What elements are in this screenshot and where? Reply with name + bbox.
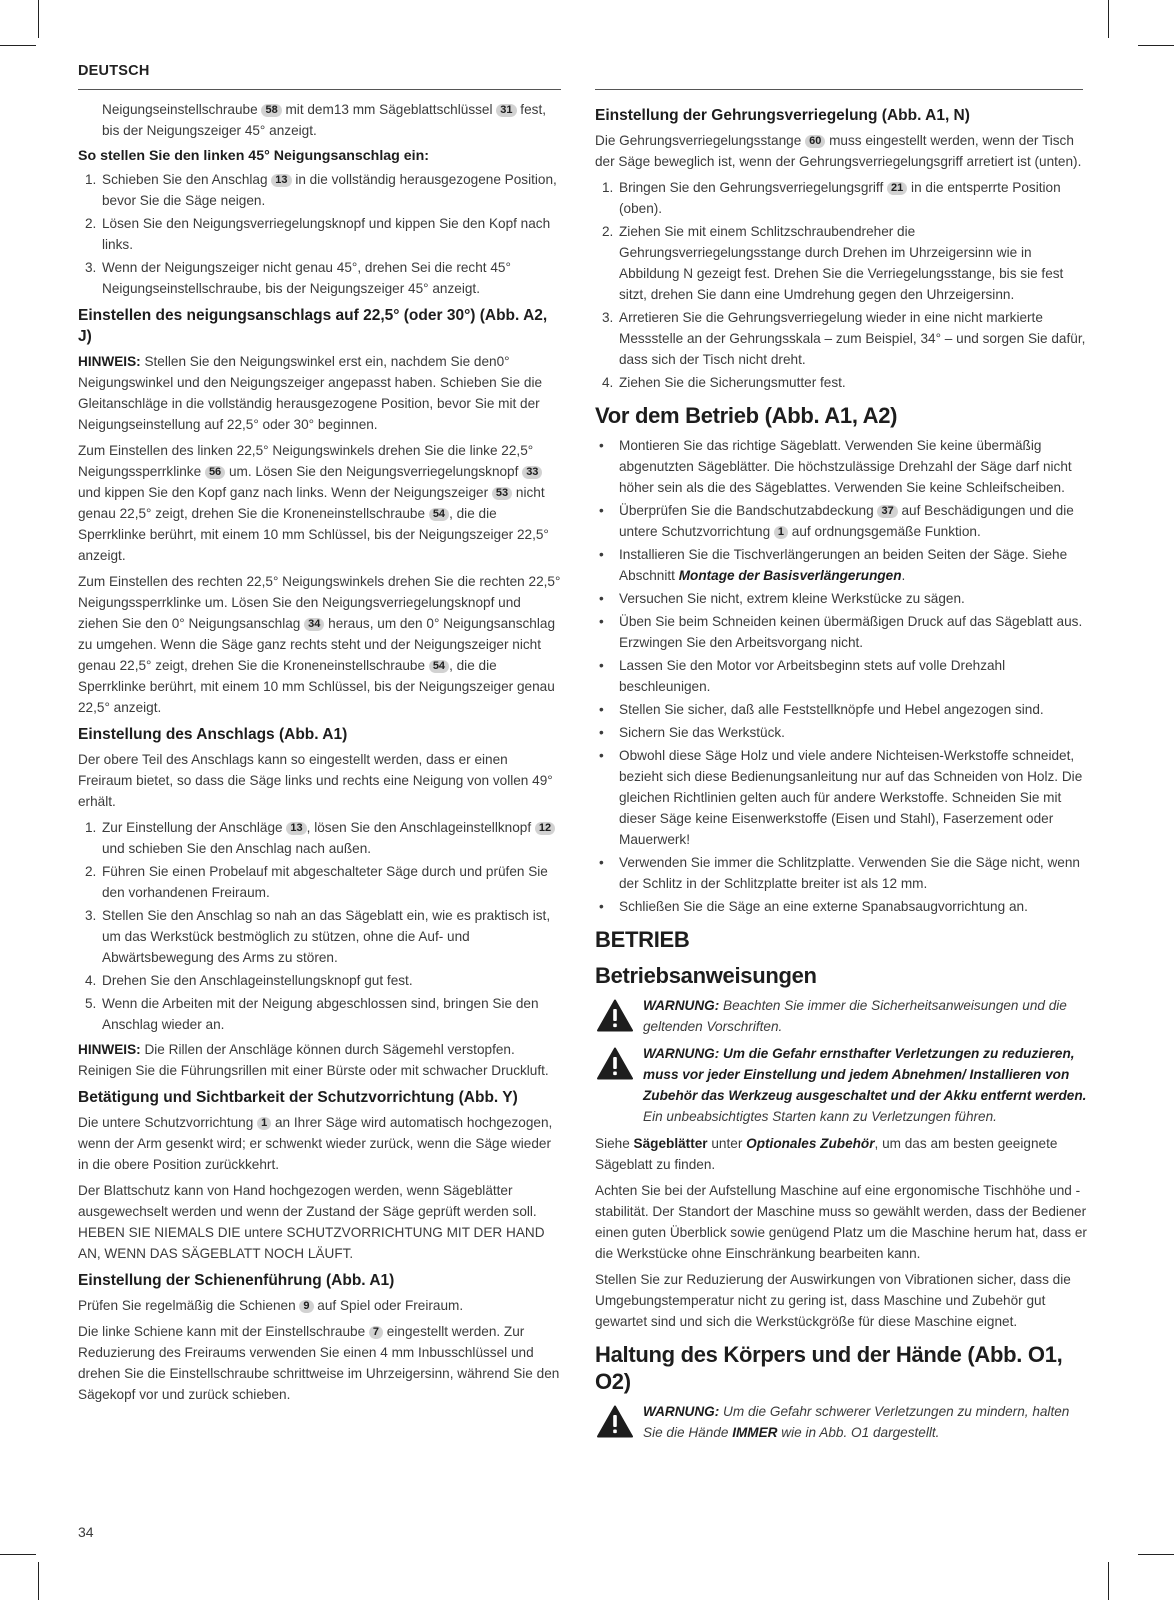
paragraph — [78, 571, 564, 718]
text-run: Üben Sie beim Schneiden keinen übermäßigen Druck auf das Sägeblatt aus. Erzwingen Sie den Arbeitsvorgang nicht. — [619, 614, 1083, 650]
italic-text: Ein unbeabsichtigtes Starten kann zu Verletzungen führen. — [643, 1109, 997, 1124]
bold-italic-text: WARNUNG: — [643, 1404, 720, 1419]
text-run: , um das am besten geeignete Sägeblatt zu finden. — [595, 1136, 1058, 1172]
list-item — [595, 611, 1087, 653]
part-number-badge: 13 — [286, 822, 306, 835]
part-number-badge: 54 — [429, 660, 449, 673]
text-run: Bringen Sie den Gehrungsverriegelungsgriff — [619, 180, 888, 195]
crop-mark — [38, 0, 39, 38]
section-title: Haltung des Körpers und der Hände (Abb. O1, O2) — [595, 1342, 1063, 1394]
text-run: nicht genau 22,5° zeigt, drehen Sie die Kroneneinstellschraube — [78, 485, 545, 521]
paragraph — [78, 749, 564, 812]
text-run: Die Rillen der Anschläge können durch Sägemehl verstopfen. Reinigen Sie die Führungsrillen mit einer Bürste oder mit schwacher Druckluft. — [78, 1042, 549, 1078]
text-run: Arretieren Sie die Gehrungsverriegelung wieder in eine nicht markierte Messstelle an der Gehrungsskala – zum Beispiel, 34° – und sorgen Sie dafür, dass sich der Tisch nicht dreht. — [619, 310, 1086, 367]
text-run: Zum Einstellen des linken 22,5° Neigungswinkels drehen Sie die linke 22,5° Neigungssperrklinke — [78, 443, 534, 479]
paragraph — [78, 99, 564, 141]
paragraph — [78, 1321, 564, 1405]
text-run: Verwenden Sie immer die Schlitzplatte. Verwenden Sie die Säge nicht, wenn der Schlitz in der Schlitzplatte breiter ist als 12 mm. — [619, 855, 1080, 891]
list-item — [78, 169, 564, 211]
text-run: Versuchen Sie nicht, extrem kleine Werkstücke zu sägen. — [619, 591, 965, 606]
part-number-badge: 7 — [369, 1326, 383, 1339]
list-item — [78, 970, 564, 991]
bold-italic-text: WARNUNG: — [643, 998, 720, 1013]
text-run: Die linke Schiene kann mit der Einstellschraube — [78, 1324, 369, 1339]
warning-icon — [597, 1405, 633, 1438]
text-run: Zum Einstellen des rechten 22,5° Neigungswinkels drehen Sie die rechten 22,5° Neigungssperrklinke um. Lösen Sie den Neigungsverriegelungsknopf und ziehen Sie den 0° Neigungsanschlag — [78, 574, 561, 631]
part-number-badge: 53 — [492, 487, 512, 500]
bullet-icon: • — [599, 614, 604, 629]
paragraph — [595, 130, 1087, 172]
paragraph — [78, 1180, 564, 1264]
paragraph — [595, 1180, 1087, 1264]
list-item — [595, 435, 1087, 498]
list-number: 2. — [85, 864, 97, 879]
text-run: Zur Einstellung der Anschläge — [102, 820, 287, 835]
bullet-icon: • — [599, 899, 604, 914]
part-number-badge: 12 — [535, 822, 555, 835]
bullet-icon: • — [599, 591, 604, 606]
text-run: Führen Sie einen Probelauf mit abgeschalteter Säge durch und prüfen Sie den vorhandenen Freiraum. — [102, 864, 548, 900]
crop-mark — [0, 1554, 36, 1555]
part-number-badge: 54 — [429, 508, 449, 521]
numbered-list — [78, 169, 564, 299]
part-number-badge: 13 — [271, 174, 291, 187]
warning-icon — [597, 999, 633, 1032]
text-run: auf Beschädigungen und die untere Schutzvorrichtung — [619, 503, 1074, 539]
bullet-icon: • — [599, 855, 604, 870]
text-run: Ziehen Sie mit einem Schlitzschraubendreher die Gehrungsverriegelungsstange durch Drehen im Uhrzeigersinn wie in Abbildung N gezeigt fest. Drehen Sie die Verriegelungsstange, bis sie fest sitzt, drehen Sie dann eine Umdrehung gegen den Uhrzeigersinn. — [619, 224, 1064, 302]
text-run: und kippen Sie den Kopf ganz nach links. Wenn der Neigungszeiger — [78, 485, 492, 500]
text-run: unter — [707, 1136, 747, 1151]
bullet-icon: • — [599, 547, 604, 562]
bullet-icon: • — [599, 748, 604, 763]
part-number-badge: 37 — [877, 505, 897, 518]
crop-mark — [38, 1562, 39, 1600]
text-run: , lösen Sie den Anschlageinstellknopf — [306, 820, 535, 835]
warning-block — [595, 1401, 1087, 1443]
paragraph — [78, 1112, 564, 1175]
list-number: 3. — [85, 260, 97, 275]
text-run: in die vollständig herausgezogene Position, bevor Sie die Säge neigen. — [102, 172, 557, 208]
text-run: Montieren Sie das richtige Sägeblatt. Verwenden Sie keine übermäßig abgenutzten Sägeblätter. Die höchstzulässige Drehzahl der Säge darf nicht höher sein als die des Sägeblattes. Verwenden Sie keine Schleifscheiben. — [619, 438, 1072, 495]
text-run: mit dem13 mm Sägeblattschlüssel — [281, 102, 497, 117]
bullet-icon: • — [599, 725, 604, 740]
italic-text: Beachten Sie immer die Sicherheitsanweisungen und die geltenden Vorschriften. — [643, 998, 1067, 1034]
text-run: Stellen Sie sicher, daß alle Feststellknöpfe und Hebel angezogen sind. — [619, 702, 1044, 717]
part-number-badge: 34 — [304, 618, 324, 631]
section-heading: So stellen Sie den linken 45° Neigungsanschlag ein: — [78, 148, 429, 164]
list-item — [595, 544, 1087, 586]
list-item — [595, 722, 1087, 743]
italic-text: Um die Gefahr schwerer Verletzungen zu mindern, halten Sie die Hände — [643, 1404, 1070, 1440]
crop-mark — [1138, 1554, 1174, 1555]
text-run: , die die Sperrklinke berührt, mit einem 10 mm Schlüssel, bis der Neigungszeiger 22,5° anzeigt. — [78, 506, 549, 563]
part-number-badge: 1 — [774, 526, 788, 539]
list-item — [78, 993, 564, 1035]
text-run: Überprüfen Sie die Bandschutzabdeckung — [619, 503, 878, 518]
list-number: 4. — [85, 973, 97, 988]
part-number-badge: 33 — [522, 466, 542, 479]
list-item — [595, 221, 1087, 305]
text-run: in die entsperrte Position (oben). — [619, 180, 1061, 216]
italic-text: wie in Abb. O1 dargestellt. — [777, 1425, 940, 1440]
section-heading: Einstellung der Schienenführung (Abb. A1) — [78, 1272, 395, 1289]
list-item — [595, 852, 1087, 894]
text-run: , die die Sperrklinke berührt, mit einem 10 mm Schlüssel, bis der Neigungszeiger genau 22,5° anzeigt. — [78, 658, 555, 715]
crop-mark — [0, 45, 36, 46]
text-run: Obwohl diese Säge Holz und viele andere Nichteisen-Werkstoffe schneidet, bezieht sich diese Bedienungsanleitung nur auf das Schneiden von Holz. Die gleichen Richtlinien gelten auch für andere Werkstoffe. Schneiden Sie mit dieser Säge keine Eisenwerkstoffe (Eisen und Stahl), Faserzement oder Mauerwerk! — [619, 748, 1083, 847]
text-run: heraus, um den 0° Neigungsanschlag zu umgehen. Wenn die Säge ganz rechts steht und der Neigungszeiger nicht genau 22,5° zeigt, drehen Sie die Kroneneinstellschraube — [78, 616, 556, 673]
list-number: 3. — [85, 908, 97, 923]
text-run: Stellen Sie den Anschlag so nah an das Sägeblatt ein, wie es praktisch ist, um das Werkstück bestmöglich zu stützen, ohne die Auf- und Abwärtsbewegung des Arms zu stören. — [102, 908, 551, 965]
left-column — [78, 99, 564, 1410]
list-item — [78, 213, 564, 255]
part-number-badge: 56 — [205, 466, 225, 479]
text-run: Der Blattschutz kann von Hand hochgezogen werden, wenn Sägeblätter ausgewechselt werden und wenn der Zustand der Säge geprüft werden soll. HEBEN SIE NIEMALS DIE untere SCHUTZVORRICHTUNG MIT DER HAND AN, WENN DAS SÄGEBLATT NOCH LÄUFT. — [78, 1183, 545, 1261]
list-item — [595, 896, 1087, 917]
text-run: Lösen Sie den Neigungsverriegelungsknopf und kippen Sie den Kopf nach links. — [102, 216, 551, 252]
warning-block — [595, 1043, 1087, 1127]
list-item — [595, 699, 1087, 720]
list-number: 5. — [85, 996, 97, 1011]
text-run: und schieben Sie den Anschlag nach außen. — [102, 841, 372, 856]
text-run: Der obere Teil des Anschlags kann so eingestellt werden, dass er einen Freiraum bietet, so dass die Säge links und rechts eine Neigung von vollen 49° erhält. — [78, 752, 553, 809]
header-language: DEUTSCH — [78, 63, 150, 79]
text-run: Sichern Sie das Werkstück. — [619, 725, 785, 740]
text-run: fest, bis der Neigungszeiger 45° anzeigt. — [102, 102, 546, 138]
part-number-badge: 1 — [257, 1117, 271, 1130]
list-item — [595, 655, 1087, 697]
paragraph — [78, 440, 564, 566]
list-number: 4. — [602, 375, 614, 390]
bullet-list — [595, 435, 1087, 917]
paragraph — [595, 1269, 1087, 1332]
list-item — [595, 500, 1087, 542]
paragraph — [78, 1039, 564, 1081]
part-number-badge: 58 — [261, 104, 281, 117]
list-number: 2. — [85, 216, 97, 231]
bullet-icon: • — [599, 503, 604, 518]
header-rule — [595, 89, 1083, 90]
text-run: Stellen Sie zur Reduzierung der Auswirkungen von Vibrationen sicher, dass die Umgebungstemperatur nicht zu gering ist, dass Maschine und Zubehör gut gewartet sind und sich die Werkstückgröße für diese Maschine eignet. — [595, 1272, 1071, 1329]
paragraph — [78, 351, 564, 435]
text-run: Schieben Sie den Anschlag — [102, 172, 272, 187]
text-run: Ziehen Sie die Sicherungsmutter fest. — [619, 375, 846, 390]
page-number: 34 — [78, 1524, 94, 1540]
bullet-icon: • — [599, 658, 604, 673]
list-item — [595, 745, 1087, 850]
crop-mark — [1108, 0, 1109, 38]
list-item — [595, 372, 1087, 393]
bold-italic-text: Optionales Zubehör — [746, 1136, 875, 1151]
paragraph — [78, 1295, 564, 1316]
part-number-badge: 31 — [496, 104, 516, 117]
text-run: Achten Sie bei der Aufstellung Maschine auf eine ergonomische Tischhöhe und -stabilität. Der Standort der Maschine muss so gewählt werden, dass der Bediener einen guten Überblick sowie genügend Platz um die Maschine herum hat, dass er die Werkstücke ohne Einschränkung bearbeiten kann. — [595, 1183, 1087, 1261]
list-item — [595, 177, 1087, 219]
list-item — [78, 257, 564, 299]
part-number-badge: 21 — [887, 182, 907, 195]
numbered-list — [595, 177, 1087, 393]
text-run: eingestellt werden. Zur Reduzierung des Freiraums verwenden Sie einen 4 mm Inbusschlüssel und drehen Sie die Einstellschraube schrittweise im Uhrzeigersinn, während Sie den Sägekopf vor und zurück schieben. — [78, 1324, 560, 1402]
text-run: . — [901, 568, 906, 583]
bullet-icon: • — [599, 438, 604, 453]
bold-text: HINWEIS: — [78, 354, 141, 369]
text-run: Prüfen Sie regelmäßig die Schienen — [78, 1298, 300, 1313]
right-column — [595, 99, 1087, 1449]
warning-icon — [597, 1047, 633, 1080]
text-run: muss eingestellt werden, wenn der Tisch der Säge beweglich ist, wenn der Gehrungsverriegelungsgriff arretiert ist (unten). — [595, 133, 1082, 169]
text-run: Die Gehrungsverriegelungsstange — [595, 133, 806, 148]
text-run: an Ihrer Säge wird automatisch hochgezogen, wenn der Arm gesenkt wird; er schwenkt wieder zurück, wenn die Säge wieder in die obere Position zurückkehrt. — [78, 1115, 553, 1172]
text-run: auf ordnungsgemäße Funktion. — [788, 524, 981, 539]
text-run: Drehen Sie den Anschlageinstellungsknopf gut fest. — [102, 973, 413, 988]
text-run: auf Spiel oder Freiraum. — [313, 1298, 464, 1313]
text-run: Neigungseinstellschraube — [102, 102, 262, 117]
section-title: BETRIEB — [595, 927, 690, 952]
list-number: 2. — [602, 224, 614, 239]
text-run: Lassen Sie den Motor vor Arbeitsbeginn stets auf volle Drehzahl beschleunigen. — [619, 658, 1006, 694]
warning-block — [595, 995, 1087, 1037]
list-number: 1. — [85, 172, 97, 187]
section-heading: Einstellen des neigungsanschlags auf 22,5° (oder 30°) (Abb. A2, J) — [78, 307, 548, 345]
list-item — [595, 307, 1087, 370]
part-number-badge: 60 — [805, 135, 825, 148]
numbered-list — [78, 817, 564, 1035]
list-item — [78, 905, 564, 968]
text-run: um. Lösen Sie den Neigungsverriegelungsknopf — [225, 464, 523, 479]
bold-italic-text: WARNUNG: Um die Gefahr ernsthafter Verletzungen zu reduzieren, muss vor jeder Einstellung und jedem Abnehmen/ Installieren von Zubehör das Werkzeug ausgeschaltet und der Akku entfernt werden. — [643, 1046, 1087, 1103]
text-run: Die untere Schutzvorrichtung — [78, 1115, 258, 1130]
list-item — [78, 817, 564, 859]
bullet-icon: • — [599, 702, 604, 717]
list-number: 1. — [602, 180, 614, 195]
bold-italic-text: IMMER — [732, 1425, 778, 1440]
section-heading: Einstellung des Anschlags (Abb. A1) — [78, 726, 348, 743]
section-title: Vor dem Betrieb (Abb. A1, A2) — [595, 403, 898, 428]
section-title: Betriebsanweisungen — [595, 963, 817, 988]
part-number-badge: 9 — [299, 1300, 313, 1313]
text-run: Schließen Sie die Säge an eine externe Spanabsaugvorrichtung an. — [619, 899, 1028, 914]
bold-italic-text: Montage der Basisverlängerungen — [678, 568, 902, 583]
crop-mark — [1138, 45, 1174, 46]
list-item — [78, 861, 564, 903]
bold-text: HINWEIS: — [78, 1042, 141, 1057]
paragraph — [595, 1133, 1087, 1175]
list-number: 1. — [85, 820, 97, 835]
text-run: Siehe — [595, 1136, 634, 1151]
text-run: Wenn die Arbeiten mit der Neigung abgeschlossen sind, bringen Sie den Anschlag wieder an. — [102, 996, 539, 1032]
crop-mark — [1108, 1562, 1109, 1600]
list-number: 3. — [602, 310, 614, 325]
section-heading: Betätigung und Sichtbarkeit der Schutzvorrichtung (Abb. Y) — [78, 1089, 518, 1106]
section-heading: Einstellung der Gehrungsverriegelung (Abb. A1, N) — [595, 107, 970, 124]
text-run: Installieren Sie die Tischverlängerungen an beiden Seiten der Säge. Siehe Abschnitt — [619, 547, 1068, 583]
list-item — [595, 588, 1087, 609]
bold-text: Sägeblätter — [633, 1136, 708, 1151]
header-rule — [78, 89, 561, 90]
text-run: Wenn der Neigungszeiger nicht genau 45°, drehen Sei die recht 45° Neigungseinstellschraube, bis der Neigungszeiger 45° anzeigt. — [102, 260, 511, 296]
text-run: Stellen Sie den Neigungswinkel erst ein, nachdem Sie den0° Neigungswinkel und den Neigungszeiger angepasst haben. Schieben Sie die Gleitanschläge in die vollständig herausgezogene Position, bevor Sie mit der Neigungseinstellung auf 22,5° oder 30° beginnen. — [78, 354, 543, 432]
